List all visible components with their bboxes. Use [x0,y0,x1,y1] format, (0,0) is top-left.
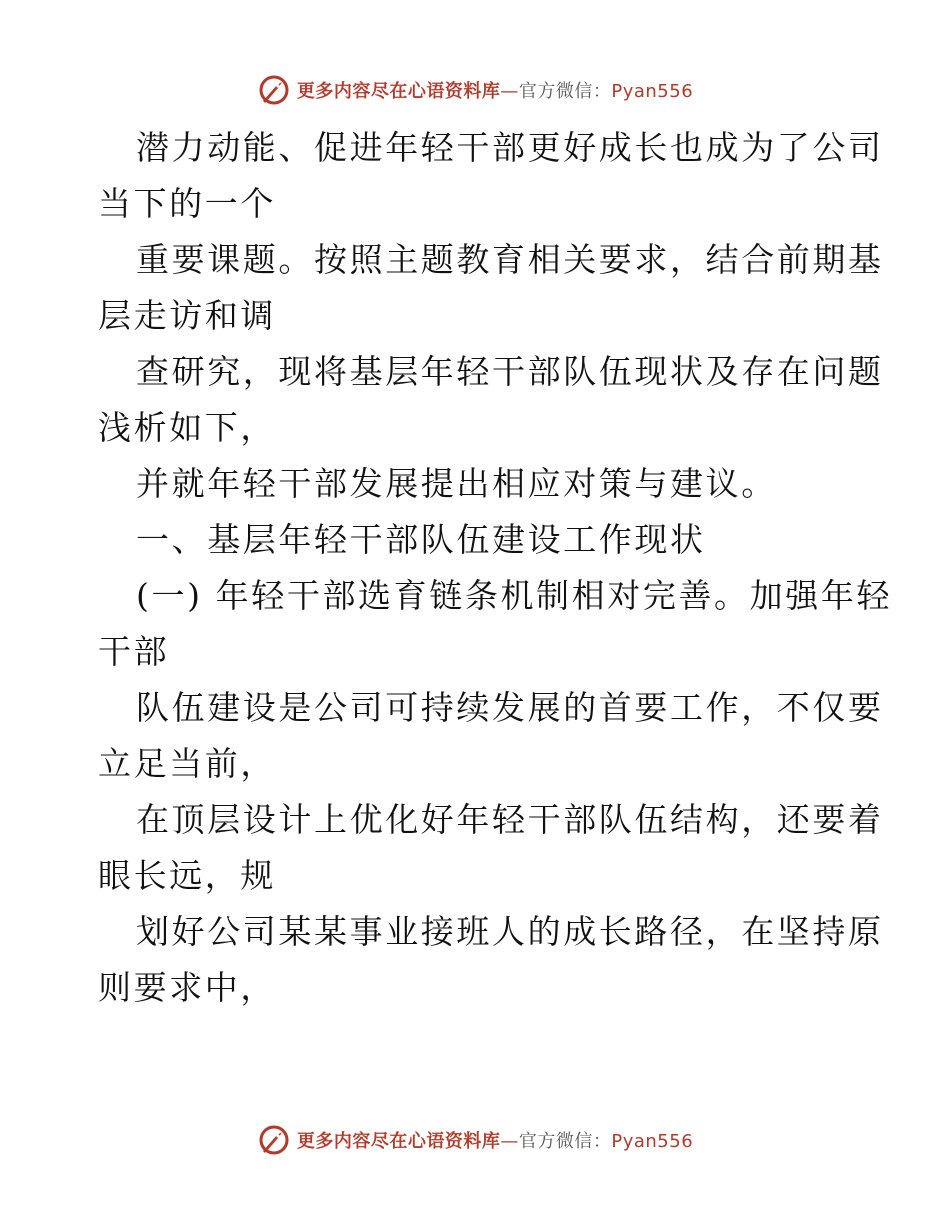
paragraph-line: 层走访和调 [98,296,276,335]
pen-nib-circle-icon [257,73,291,107]
paragraph-line: 眼长远，规 [98,856,276,895]
paragraph-line: 队伍建设是公司可持续发展的首要工作，不仅要 [136,688,884,727]
watermark-title: 更多内容尽在心语资料库 [296,81,501,102]
paragraph-line: 并就年轻干部发展提出相应对策与建议。 [136,464,777,503]
watermark-dash: — [500,1131,519,1152]
document-body [98,120,893,1016]
paragraph-line: 立足当前， [98,744,276,783]
paragraph-line: 干部 [98,632,170,671]
watermark-dash: — [500,81,519,102]
footer-watermark [0,1122,950,1158]
watermark-wechat-label: 官方微信： [518,81,612,102]
paragraph-line: 浅析如下， [98,408,276,447]
paragraph-line: 则要求中， [98,968,276,1007]
paragraph-line: 当下的一个 [98,184,276,223]
header-watermark [0,72,950,108]
watermark-wechat-id: Pyan556 [611,81,694,102]
pen-nib-circle-icon [257,1123,291,1157]
section-heading: 一、基层年轻干部队伍建设工作现状 [136,520,706,559]
paragraph-line: 查研究，现将基层年轻干部队伍现状及存在问题 [136,352,884,391]
paragraph-line: 划好公司某某事业接班人的成长路径，在坚持原 [136,912,884,951]
watermark-wechat-label: 官方微信： [518,1131,612,1152]
paragraph-line: 潜力动能、促进年轻干部更好成长也成为了公司 [136,128,884,167]
watermark-title: 更多内容尽在心语资料库 [296,1131,501,1152]
paragraph-line: (一) 年轻干部选育链条机制相对完善。加强年轻 [136,576,893,615]
paragraph-line: 在顶层设计上优化好年轻干部队伍结构，还要着 [136,800,884,839]
watermark-wechat-id: Pyan556 [611,1131,694,1152]
paragraph-line: 重要课题。按照主题教育相关要求，结合前期基 [136,240,884,279]
